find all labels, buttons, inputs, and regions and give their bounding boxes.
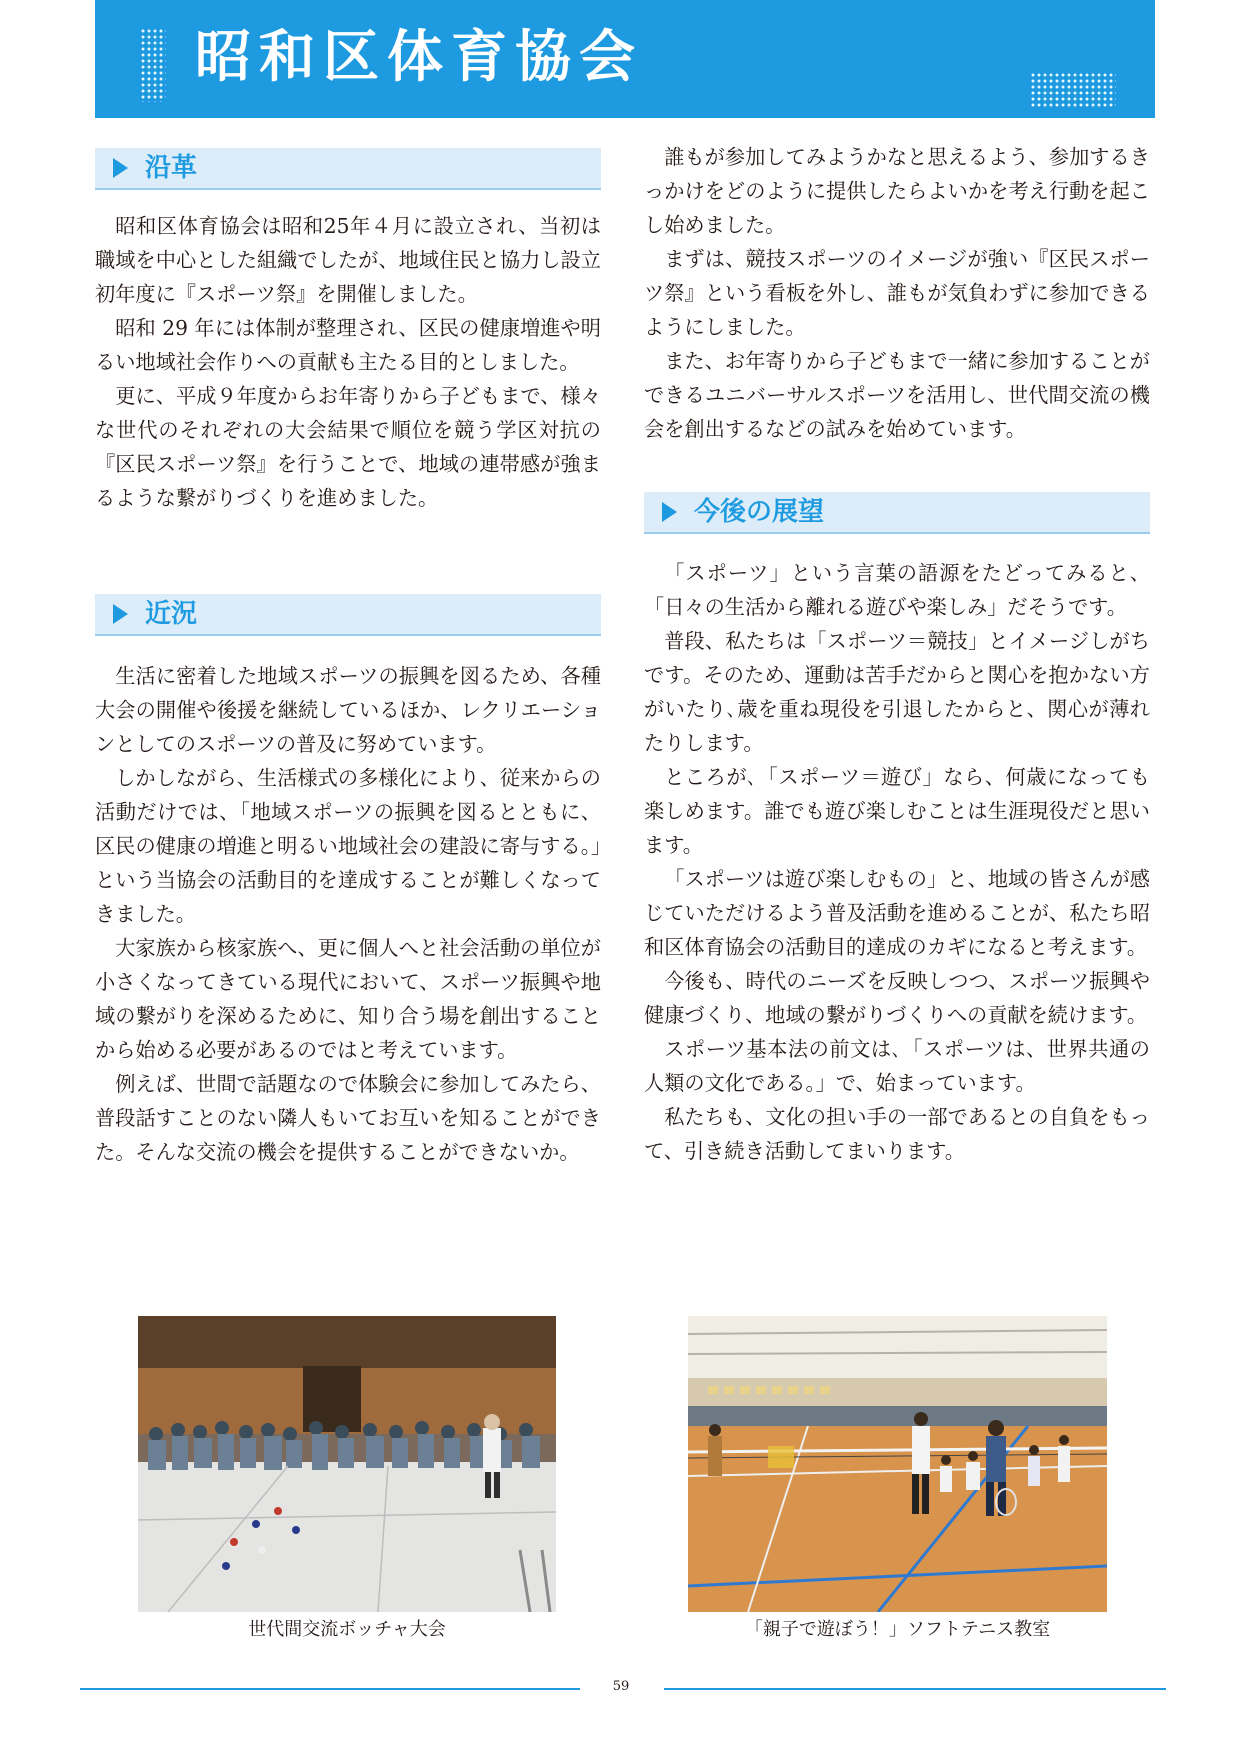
footer-rule-left (80, 1688, 580, 1690)
paragraph: 例えば、世間で話題なので体験会に参加してみたら、普段話すことのない隣人もいてお互いを知ることができた。そんな交流の機会を提供することができないか。 (95, 1072, 601, 1164)
section-heading-outlook (644, 492, 1150, 534)
dot-pattern-left (140, 28, 166, 102)
page-number: 59 (612, 1679, 630, 1694)
paragraph: 昭和 29 年には体制が整理され、区民の健康増進や明るい地域社会作りへの貢献も主たる目的としました。 (95, 316, 601, 374)
recent-continued-text (644, 140, 1150, 446)
paragraph: 今後も、時代のニーズを反映しつつ、スポーツ振興や健康づくり、地域の繋がりづくりへの貢献を続けます。 (644, 969, 1150, 1027)
dot-pattern-right (1030, 72, 1116, 108)
play-triangle-icon (113, 158, 128, 178)
paragraph: ところが､「スポーツ＝遊び」なら、何歳になっても楽しめます。誰でも遊び楽しむことは生涯現役だと思います。 (644, 765, 1150, 857)
outlook-text (644, 556, 1150, 1168)
history-text (95, 209, 601, 515)
section-heading-recent (95, 594, 601, 636)
photo-caption: 「親子で遊ぼう！」ソフトテニス教室 (744, 1619, 1051, 1640)
paragraph: 私たちも、文化の担い手の一部であるとの自負をもって、引き続き活動してまいります。 (644, 1105, 1150, 1163)
paragraph: 「スポーツ」という言葉の語源をたどってみると、「日々の生活から離れる遊びや楽しみ」だそうです。 (644, 561, 1150, 619)
paragraph: 生活に密着した地域スポーツの振興を図るため、各種大会の開催や後援を継続しているほか、レクリエーションとしてのスポーツの普及に努めています。 (95, 664, 601, 756)
play-triangle-icon (662, 502, 677, 522)
section-heading-label: 今後の展望 (694, 497, 825, 527)
paragraph: まずは、競技スポーツのイメージが強い『区民スポーツ祭』という看板を外し、誰もが気負わずに参加できるようにしました。 (644, 247, 1150, 339)
paragraph: また、お年寄りから子どもまで一緒に参加することができるユニバーサルスポーツを活用し、世代間交流の機会を創出するなどの試みを始めています。 (644, 349, 1150, 441)
paragraph: 「スポーツは遊び楽しむもの」と、地域の皆さんが感じていただけるよう普及活動を進めることが、私たち昭和区体育協会の活動目的達成のカギになると考えます。 (644, 867, 1150, 959)
photo-caption: 世代間交流ボッチャ大会 (248, 1619, 446, 1640)
paragraph: 普段、私たちは「スポーツ＝競技」とイメージしがちです。そのため、運動は苦手だからと関心を抱かない方がいたり､歳を重ね現役を引退したからと、関心が薄れたりします。 (644, 629, 1150, 755)
paragraph: 更に、平成９年度からお年寄りから子どもまで、様々な世代のそれぞれの大会結果で順位を競う学区対抗の『区民スポーツ祭』を行うことで、地域の連帯感が強まるような繋がりづくりを進めました。 (95, 384, 601, 510)
photo-soft-tennis-class (688, 1316, 1107, 1612)
paragraph: 大家族から核家族へ、更に個人へと社会活動の単位が小さくなってきている現代において、スポーツ振興や地域の繋がりを深めるために、知り合う場を創出することから始める必要があるのではと考えています。 (95, 936, 601, 1062)
recent-text (95, 659, 601, 1169)
photo-boccia-tournament (138, 1316, 556, 1612)
play-triangle-icon (113, 604, 128, 624)
paragraph: 昭和区体育協会は昭和25年４月に設立され、当初は職域を中心とした組織でしたが、地域住民と協力し設立初年度に『スポーツ祭』を開催しました。 (95, 214, 601, 306)
paragraph: スポーツ基本法の前文は､「スポーツは、世界共通の人類の文化である。」で、始まっています。 (644, 1037, 1150, 1095)
section-heading-history (95, 148, 601, 190)
section-heading-label: 近況 (145, 599, 198, 629)
paragraph: しかしながら、生活様式の多様化により、従来からの活動だけでは、「地域スポーツの振興を図るとともに、区民の健康の増進と明るい地域社会の建設に寄与する。」という当協会の活動目的を達成することが難しくなってきました。 (95, 766, 601, 926)
page-title: 昭和区体育協会 (195, 25, 643, 90)
footer-rule-right (664, 1688, 1166, 1690)
paragraph: 誰もが参加してみようかなと思えるよう、参加するきっかけをどのように提供したらよいかを考え行動を起こし始めました。 (644, 145, 1150, 237)
section-heading-label: 沿革 (145, 153, 198, 183)
